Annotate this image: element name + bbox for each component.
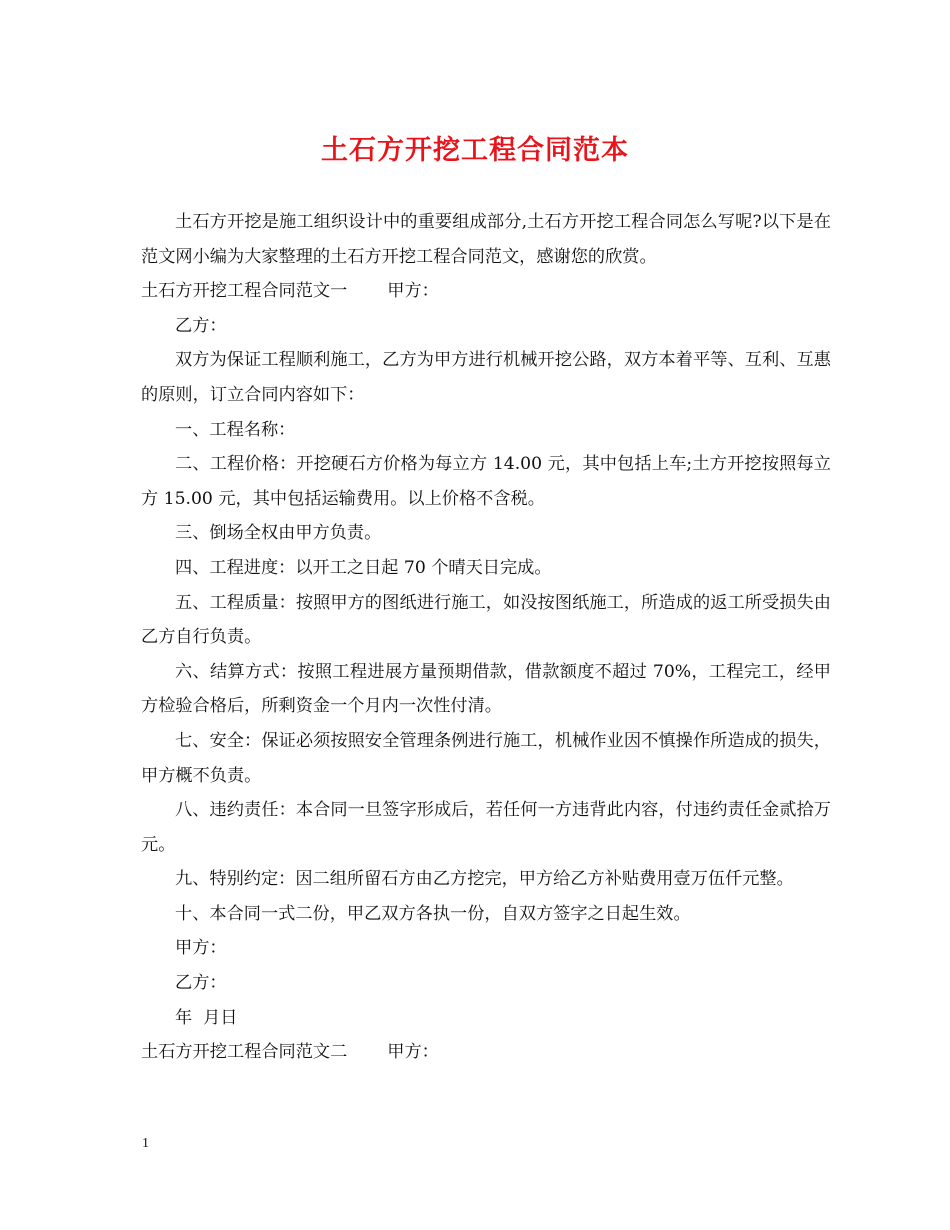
clause-10: 十、本合同一式二份，甲乙双方各执一份，自双方签字之日起生效。 (175, 903, 691, 924)
signature-date: 年 月日 (175, 1007, 238, 1028)
page-number: 1 (142, 1136, 149, 1151)
sample1-party-a-label: 甲方： (387, 281, 439, 302)
clause-5: 五、工程质量：按照甲方的图纸进行施工，如没按图纸施工，所造成的返工所受损失由乙方自行负责。 (141, 592, 831, 648)
signature-party-b: 乙方： (175, 973, 227, 994)
clause-8: 八、违约责任：本合同一旦签字形成后，若任何一方违背此内容，付违约责任金贰拾万元。 (141, 800, 831, 855)
clause-9: 九、特别约定：因二组所留石方由乙方挖完，甲方给乙方补贴费用壹万伍仟元整。 (175, 869, 794, 890)
clause-4: 四、工程进度：以开工之日起 70 个晴天日完成。 (175, 557, 552, 578)
sample2-heading-line (141, 1035, 831, 1070)
sample1-heading-line (141, 274, 831, 309)
clause-7: 七、安全：保证必须按照安全管理条例进行施工，机械作业因不慎操作所造成的损失，甲方概不负责。 (141, 730, 831, 786)
intro-paragraph: 土石方开挖是施工组织设计中的重要组成部分,土石方开挖工程合同怎么写呢?以下是在范文网小编为大家整理的土石方开挖工程合同范文，感谢您的欣赏。 (141, 212, 831, 267)
sample1-heading: 土石方开挖工程合同范文一 (141, 281, 348, 302)
purpose-paragraph: 双方为保证工程顺利施工，乙方为甲方进行机械开挖公路，双方本着平等、互利、互惠的原则，订立合同内容如下： (141, 350, 831, 405)
clause-3: 三、倒场全权由甲方负责。 (175, 523, 382, 544)
document-title: 土石方开挖工程合同范本 (321, 135, 629, 166)
sample1-party-b-label: 乙方： (175, 315, 227, 336)
sample2-heading: 土石方开挖工程合同范文二 (141, 1042, 348, 1063)
clause-2: 二、工程价格：开挖硬石方价格为每立方 14.00 元，其中包括上车;土方开挖按照每立方 15.00 元，其中包括运输费用。以上价格不含税。 (141, 454, 831, 509)
clause-6: 六、结算方式：按照工程进展方量预期借款，借款额度不超过 70%，工程完工，经甲方检验合格后，所剩资金一个月内一次性付清。 (141, 661, 831, 717)
signature-party-a: 甲方： (175, 938, 227, 959)
document-body (141, 205, 831, 1070)
sample2-party-a-label: 甲方： (387, 1042, 439, 1063)
clause-1: 一、工程名称： (175, 419, 296, 440)
